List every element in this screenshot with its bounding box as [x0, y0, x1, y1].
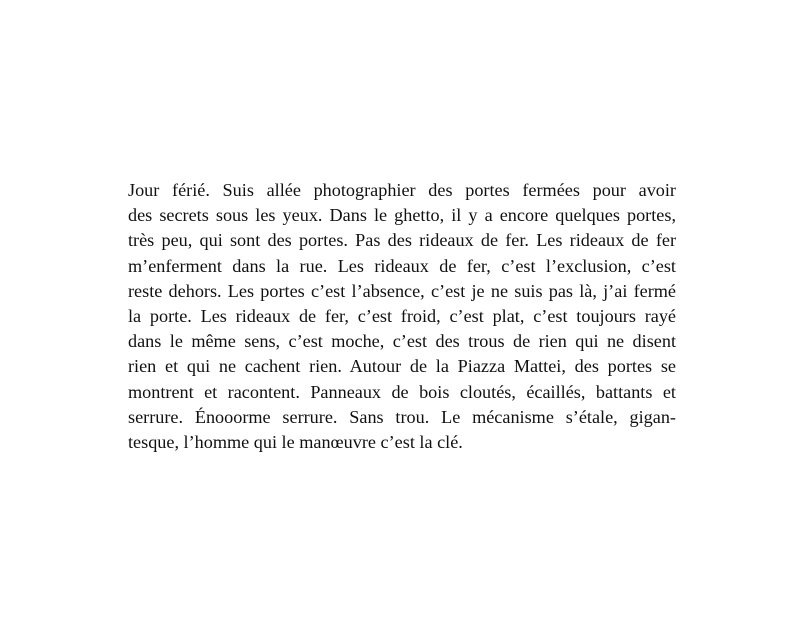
text-line: montrent et racontent. Panneaux de bois cloutés, écaillés, battants et	[128, 381, 676, 402]
text-line: serrure. Énooorme serrure. Sans trou. Le mécanisme s’étale, gigan-	[128, 406, 676, 427]
body-paragraph	[128, 178, 676, 455]
text-line: la porte. Les rideaux de fer, c’est froid, c’est plat, c’est toujours rayé	[128, 305, 676, 326]
text-line: m’enferment dans la rue. Les rideaux de fer, c’est l’exclusion, c’est	[128, 255, 676, 276]
text-line: Jour férié. Suis allée photographier des portes fermées pour avoir	[128, 180, 676, 200]
text-line: rien et qui ne cachent rien. Autour de la Piazza Mattei, des portes se	[128, 356, 676, 377]
text-line: tesque, l’homme qui le manœuvre c’est la clé.	[128, 431, 463, 452]
text-line: très peu, qui sont des portes. Pas des rideaux de fer. Les rideaux de fer	[128, 230, 676, 251]
text-line: des secrets sous les yeux. Dans le ghetto, il y a encore quelques portes,	[128, 205, 676, 226]
text-line: dans le même sens, c’est moche, c’est des trous de rien qui ne disent	[128, 331, 676, 352]
text-line: reste dehors. Les portes c’est l’absence, c’est je ne suis pas là, j’ai fermé	[128, 280, 676, 301]
